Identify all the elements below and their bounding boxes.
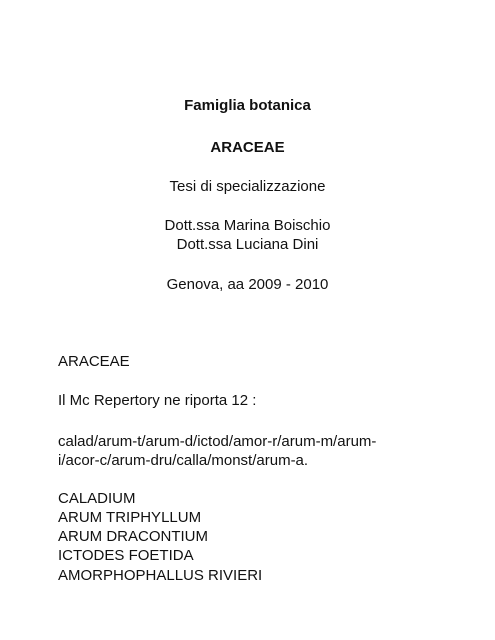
remedy-item: AMORPHOPHALLUS RIVIERI <box>58 567 263 584</box>
family-title: ARACEAE <box>210 139 285 156</box>
remedy-item: ARUM TRIPHYLLUM <box>58 509 202 526</box>
family-label: Famiglia botanica <box>184 97 311 114</box>
thesis-label: Tesi di specializzazione <box>169 178 326 195</box>
repertory-line: Il Mc Repertory ne riporta 12 : <box>58 392 257 409</box>
section-title: ARACEAE <box>58 353 130 370</box>
author-1: Dott.ssa Marina Boischio <box>164 217 331 234</box>
remedy-item: ARUM DRACONTIUM <box>58 528 208 545</box>
place-date: Genova, aa 2009 - 2010 <box>166 276 329 293</box>
author-2: Dott.ssa Luciana Dini <box>176 236 319 253</box>
abbreviations-line-2: i/acor-c/arum-dru/calla/monst/arum-a. <box>58 452 309 469</box>
remedy-item: CALADIUM <box>58 490 136 507</box>
remedy-item: ICTODES FOETIDA <box>58 547 194 564</box>
abbreviations-line-1: calad/arum-t/arum-d/ictod/amor-r/arum-m/arum- <box>58 433 377 450</box>
